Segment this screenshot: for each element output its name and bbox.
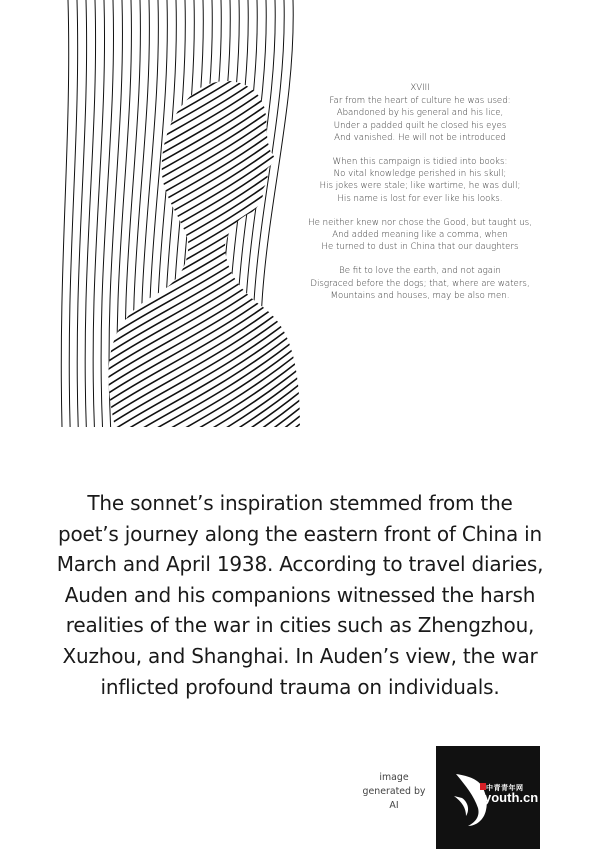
- poem-line: His name is lost for ever like his looks.: [337, 193, 503, 204]
- background-line: [69, 0, 77, 427]
- caption-line: Auden and his companions witnessed the harsh: [64, 582, 536, 607]
- logo-english-text: youth.cn: [484, 790, 539, 805]
- poem-stanza-3: [300, 217, 540, 254]
- poem-stanza-2: [300, 156, 540, 205]
- caption-line: inflicted profound trauma on individuals.: [100, 674, 500, 699]
- credit-line: generated by: [362, 786, 426, 797]
- caption-paragraph: [40, 488, 560, 702]
- poem-line: And vanished. He will not be introduced: [334, 132, 506, 143]
- poem-title: XVIII: [410, 83, 430, 93]
- youth-cn-logo: [436, 746, 540, 849]
- caption-line: realities of the war in cities such as Zhengzhou,: [65, 613, 535, 638]
- poem-line: Disgraced before the dogs; that, where are waters,: [310, 278, 530, 289]
- line-art-profile: [60, 0, 300, 427]
- poem-stanza-1: [300, 95, 540, 144]
- contour-line: [60, 0, 300, 120]
- poem-xviii: [300, 82, 540, 314]
- caption-line: The sonnet’s inspiration stemmed from the: [87, 491, 513, 515]
- poem-line: Abandoned by his general and his lice,: [336, 108, 504, 119]
- poem-line: And added meaning like a comma, when: [332, 230, 508, 241]
- poem-stanza-4: [300, 265, 540, 302]
- logo-chinese-text: 中青青年网: [486, 784, 524, 792]
- contour-line: [60, 0, 300, 16]
- poem-line: Be fit to love the earth, and not again: [339, 266, 501, 277]
- caption-line: March and April 1938. According to travel diaries,: [56, 552, 544, 577]
- contour-line: [60, 0, 300, 24]
- portrait-illustration: [60, 0, 300, 427]
- contour-line: [60, 0, 300, 112]
- poem-line: Mountains and houses, may be also men.: [330, 290, 510, 301]
- background-line: [93, 0, 104, 427]
- poem-line: He turned to dust in China that our daughters: [321, 242, 519, 253]
- credit-line: image: [379, 772, 409, 783]
- contour-line: [60, 0, 300, 8]
- poem-line: Under a padded quilt he closed his eyes: [333, 120, 507, 131]
- ai-credit: [356, 771, 432, 813]
- poem-line: He neither knew nor chose the Good, but taught us,: [308, 217, 532, 228]
- poem-line: His jokes were stale; like wartime, he was dull;: [319, 181, 521, 192]
- caption-line: poet’s journey along the eastern front of China in: [57, 521, 542, 546]
- poem-line: No vital knowledge perished in his skull;: [333, 169, 507, 180]
- credit-line: AI: [389, 800, 399, 811]
- poem-line: Far from the heart of culture he was used:: [329, 96, 511, 107]
- poem-line: When this campaign is tidied into books:: [332, 157, 508, 168]
- caption-line: Xuzhou, and Shanghai. In Auden’s view, the war: [62, 643, 538, 668]
- background-line: [61, 0, 68, 427]
